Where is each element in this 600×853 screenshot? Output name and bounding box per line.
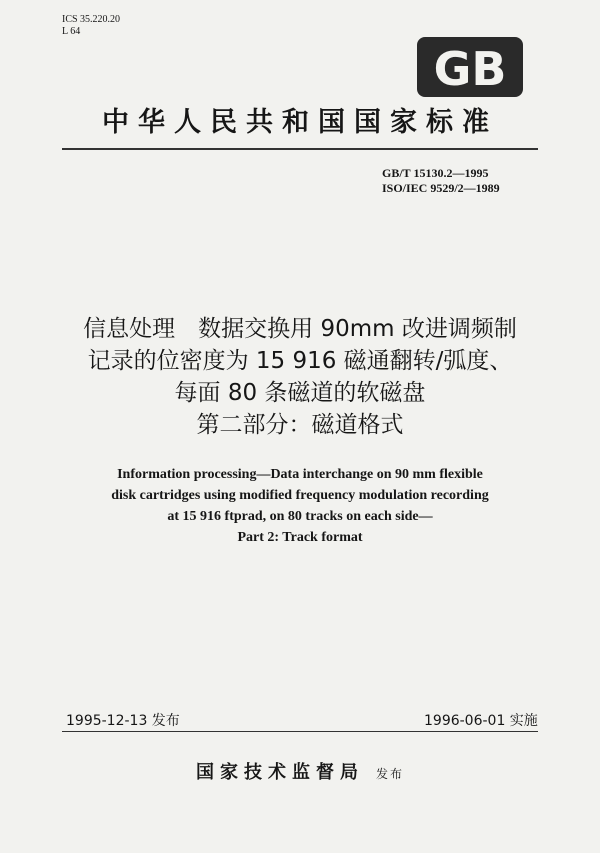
english-title-line: at 15 916 ftprad, on 80 tracks on each side— [167, 509, 433, 524]
english-title [0, 464, 600, 548]
divider-bottom [62, 731, 538, 732]
english-title-line: Part 2: Track format [237, 530, 363, 545]
publisher-line [0, 758, 600, 784]
classification-code: L 64 [62, 26, 81, 37]
ics-code: ICS 35.220.20 [62, 14, 121, 25]
gb-logo-text: GB [433, 42, 507, 96]
implementation-date: 1996-06-01 实施 [424, 713, 538, 729]
english-title-line: Information processing—Data interchange on 90 mm flexible [117, 467, 483, 482]
chinese-title-line: 记录的位密度为 15 916 磁通翻转/弧度、 [87, 348, 513, 374]
issue-date: 1995-12-13 发布 [66, 713, 180, 729]
chinese-title-line: 第二部分：磁道格式 [196, 412, 404, 438]
chinese-title-line: 每面 80 条磁道的软磁盘 [174, 380, 426, 406]
english-title-line: disk cartridges using modified frequency modulation recording [111, 488, 489, 503]
chinese-title-line: 信息处理 数据交换用 90mm 改进调频制 [83, 316, 517, 342]
ics-code-block [62, 14, 120, 38]
publisher-name: 国家技术监督局 [195, 762, 364, 783]
publisher-label: 发布 [375, 767, 404, 781]
iso-standard-number: ISO/IEC 9529/2—1989 [382, 181, 500, 195]
standard-codes [382, 166, 500, 196]
chinese-title [0, 313, 600, 441]
divider-top [62, 148, 538, 150]
main-title: 中华人民共和国国家标准 [102, 107, 498, 138]
gb-standard-number: GB/T 15130.2—1995 [382, 166, 489, 180]
gb-logo [416, 36, 524, 98]
